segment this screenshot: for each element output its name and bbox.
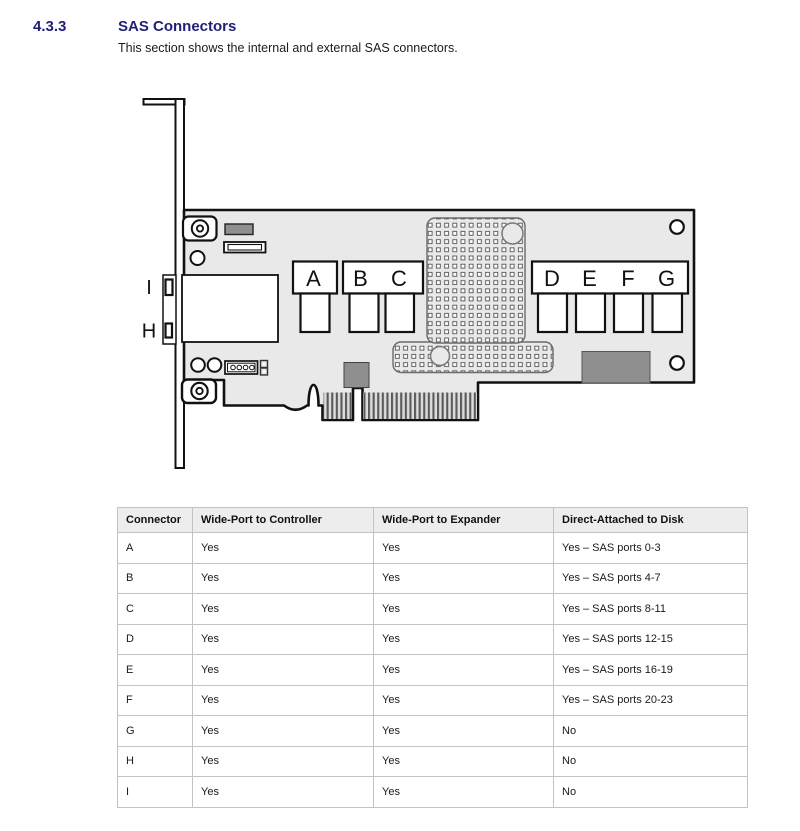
screw-mount-bottom <box>182 380 216 404</box>
column-header-wide-port-controller: Wide-Port to Controller <box>193 508 374 533</box>
table-cell: Yes <box>374 716 554 747</box>
connector-label-e: E <box>582 266 597 291</box>
table-cell: Yes <box>374 624 554 655</box>
external-connector-block <box>182 275 278 342</box>
external-port-i <box>166 280 173 296</box>
connector-label-c: C <box>391 266 407 291</box>
socket-connector <box>224 242 266 253</box>
connector-label-b: B <box>353 266 368 291</box>
table-cell: Yes <box>374 746 554 777</box>
connector-label-h: H <box>141 320 157 343</box>
table-cell: Yes <box>193 716 374 747</box>
table-cell: E <box>118 655 193 686</box>
table-cell: C <box>118 594 193 625</box>
connector-table-container <box>117 507 747 808</box>
table-cell: D <box>118 624 193 655</box>
mounting-hole-top-right <box>670 220 684 234</box>
column-header-wide-port-expander: Wide-Port to Expander <box>374 508 554 533</box>
column-header-connector: Connector <box>118 508 193 533</box>
intro-text: This section shows the internal and external SAS connectors. <box>118 41 458 55</box>
table-cell: Yes <box>193 655 374 686</box>
port-f <box>614 294 643 333</box>
connector-label-f: F <box>621 266 635 291</box>
connector-label-i: I <box>146 277 152 299</box>
table-cell: Yes – SAS ports 4-7 <box>554 563 748 594</box>
bracket-opening <box>163 275 176 344</box>
grid-hole-top <box>502 223 523 244</box>
table-row <box>118 777 748 808</box>
table-cell: Yes <box>374 655 554 686</box>
table-cell: A <box>118 533 193 564</box>
table-row <box>118 594 748 625</box>
table-row <box>118 655 748 686</box>
table-cell: Yes <box>193 777 374 808</box>
table-cell: Yes – SAS ports 8-11 <box>554 594 748 625</box>
port-a <box>301 294 330 333</box>
table-cell: H <box>118 746 193 777</box>
table-cell: G <box>118 716 193 747</box>
screw-mount-top <box>183 217 217 241</box>
port-g <box>653 294 683 333</box>
table-cell: I <box>118 777 193 808</box>
port-b <box>350 294 379 333</box>
column-header-direct-attached: Direct-Attached to Disk <box>554 508 748 533</box>
mounting-hole-bottom-right <box>670 356 684 370</box>
table-cell: Yes <box>193 594 374 625</box>
external-port-h <box>166 324 173 338</box>
port-d <box>538 294 567 333</box>
table-cell: Yes <box>193 533 374 564</box>
connector-table <box>117 507 748 808</box>
page-title: SAS Connectors <box>118 18 237 35</box>
connector-label-d: D <box>544 266 560 291</box>
table-row <box>118 746 748 777</box>
table-header-row <box>118 508 748 533</box>
section-number: 4.3.3 <box>33 18 67 35</box>
table-cell: Yes – SAS ports 0-3 <box>554 533 748 564</box>
table-row <box>118 685 748 716</box>
table-body <box>118 533 748 808</box>
table-row <box>118 624 748 655</box>
table-cell: No <box>554 746 748 777</box>
table-cell: B <box>118 563 193 594</box>
table-cell: Yes – SAS ports 16-19 <box>554 655 748 686</box>
table-cell: Yes <box>374 685 554 716</box>
pcie-edge-fingers <box>324 393 478 420</box>
connector-label-g: G <box>657 266 676 291</box>
table-cell: Yes <box>193 624 374 655</box>
table-row <box>118 716 748 747</box>
table-row <box>118 563 748 594</box>
table-cell: Yes <box>193 746 374 777</box>
component-chip-mid <box>344 363 369 388</box>
table-cell: Yes <box>374 594 554 625</box>
table-cell: Yes <box>374 533 554 564</box>
table-cell: Yes <box>374 777 554 808</box>
table-cell: Yes <box>193 563 374 594</box>
mounting-hole-top-left <box>191 251 205 265</box>
connector-label-a: A <box>306 266 321 291</box>
table-cell: Yes <box>193 685 374 716</box>
table-cell: No <box>554 777 748 808</box>
pin-header <box>225 361 258 374</box>
component-chip-top <box>225 224 253 235</box>
table-cell: F <box>118 685 193 716</box>
table-cell: Yes – SAS ports 12-15 <box>554 624 748 655</box>
port-c <box>386 294 415 333</box>
grid-hole-bottom <box>431 347 450 366</box>
table-cell: Yes <box>374 563 554 594</box>
jumper-block <box>261 361 268 376</box>
port-e <box>576 294 605 333</box>
component-chip-right <box>582 352 650 384</box>
table-row <box>118 533 748 564</box>
table-cell: No <box>554 716 748 747</box>
table-cell: Yes – SAS ports 20-23 <box>554 685 748 716</box>
